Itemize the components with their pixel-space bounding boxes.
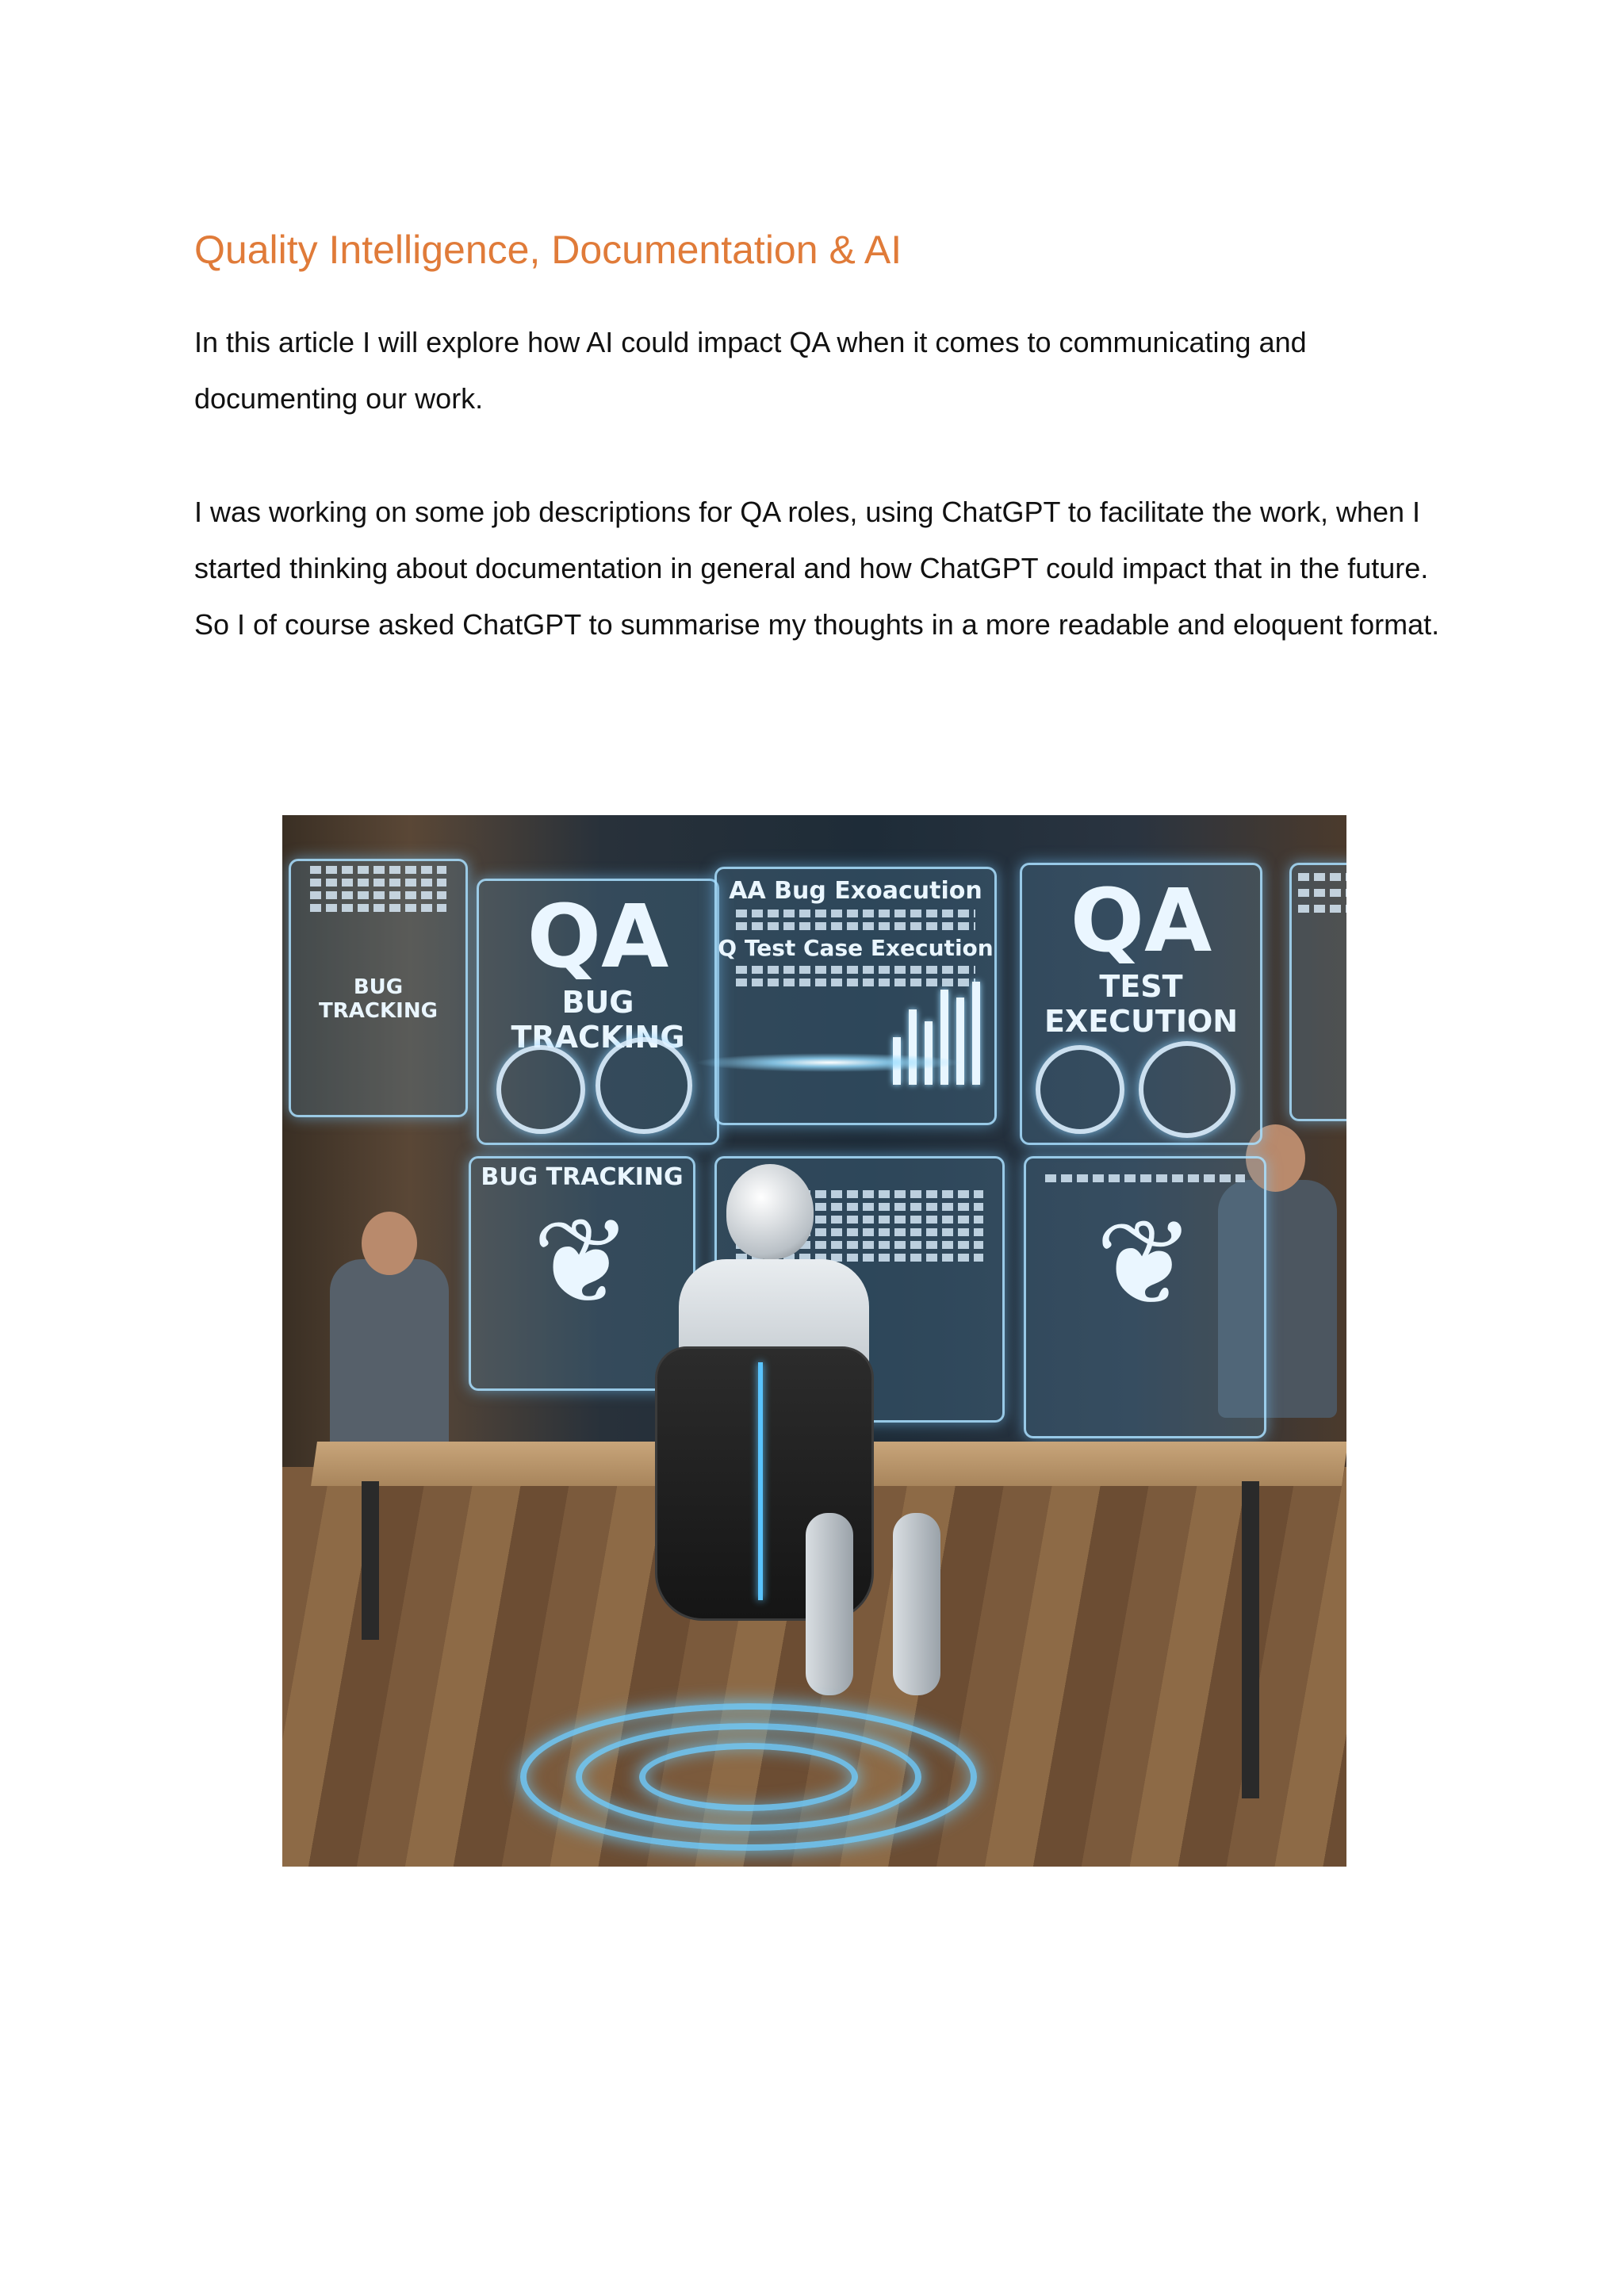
- panel-left-sub: BUG TRACKING: [511, 985, 685, 1055]
- bug-icon-right: ❦: [1095, 1195, 1195, 1333]
- bug-icon: ❦: [532, 1193, 632, 1331]
- panel-right-ring-1: [1036, 1045, 1124, 1134]
- person-left-head: [362, 1212, 417, 1275]
- person-left: [330, 1259, 449, 1450]
- panel-center-sub: Q Test Case Execution: [718, 935, 994, 961]
- panel-right-qa: QA: [1070, 870, 1212, 971]
- robot-qa-office-illustration: [282, 815, 1346, 1867]
- chair-accent-stripe: [758, 1362, 763, 1600]
- holo-panel-lower-left: [469, 1156, 695, 1391]
- intro-paragraph: In this article I will explore how AI could impact QA when it comes to communicating and documenting our work.: [194, 326, 1307, 415]
- panel-center-title: AA Bug Exoacution: [729, 877, 982, 905]
- desk-leg-left: [362, 1481, 379, 1640]
- body-paragraph: I was working on some job descriptions for QA roles, using ChatGPT to facilitate the work, when I started thinking about documentation in general and how ChatGPT could impact that in the future. So I of course asked ChatGPT to summarise my thoughts in a more readable and eloquent format.: [194, 496, 1440, 641]
- robot-leg-right: [893, 1513, 940, 1695]
- robot-head: [726, 1164, 814, 1259]
- article-title: Quality Intelligence, Documentation & AI: [194, 228, 902, 272]
- robot-leg-left: [806, 1513, 853, 1695]
- light-flare: [695, 1053, 964, 1072]
- panel-lower-left-label: BUG TRACKING: [481, 1163, 684, 1191]
- holo-panel-far-left: [289, 859, 468, 1117]
- holo-panel-lower-right: [1024, 1156, 1266, 1438]
- panel-left-qa: QA: [527, 886, 669, 987]
- holo-panel-far-right: [1289, 863, 1346, 1121]
- panel-far-left-label: BUG TRACKING: [319, 975, 438, 1023]
- floor-glow-ring-inner: [639, 1743, 858, 1811]
- panel-left-ring-2: [596, 1037, 692, 1134]
- panel-right-sub: TEST EXECUTION: [1044, 969, 1239, 1039]
- panel-left-ring-1: [496, 1045, 585, 1134]
- desk-leg-right: [1242, 1481, 1259, 1798]
- panel-right-ring-2: [1139, 1041, 1235, 1138]
